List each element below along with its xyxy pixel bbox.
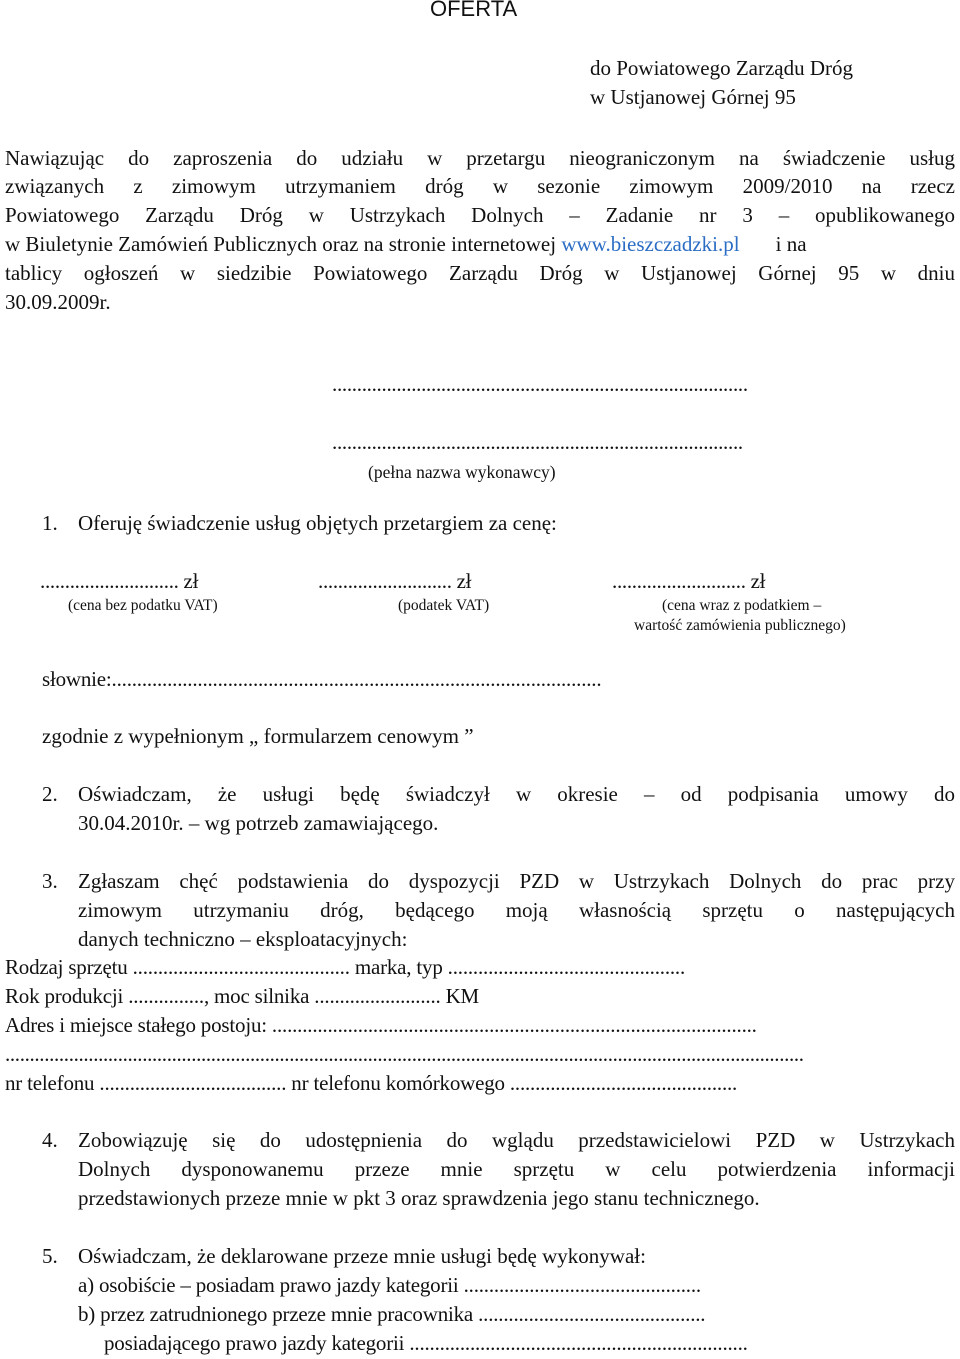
intro-line-4	[5, 230, 807, 259]
contractor-label: (pełna nazwa wykonawcy)	[368, 462, 556, 482]
addressee-line-1: do Powiatowego Zarządu Dróg	[590, 56, 854, 80]
item-4-line-1: Zobowiązuję się do udostępnienia do wglądu przedstawicielowi PZD w Ustrzykach	[78, 1128, 955, 1152]
document-title: OFERTA	[430, 0, 518, 21]
intro-line-4-suffix: i na	[775, 232, 807, 256]
price-gross-label-2: wartość zamówienia publicznego)	[634, 617, 846, 634]
intro-line-2: związanych z zimowym utrzymaniem dróg w sezonie zimowym 2009/2010 na rzecz	[5, 174, 955, 198]
item-3-line-3: danych techniczno – eksploatacyjnych:	[78, 927, 408, 951]
address-dots-line: ...................................................................................................................................................................	[5, 1042, 804, 1066]
intro-line-1: Nawiązując do zaproszenia do udziału w przetargu nieograniczonym na świadczenie usług	[5, 146, 955, 170]
price-vat-field: ........................... zł	[318, 569, 472, 593]
item-5-option-a: a) osobiście – posiadam prawo jazdy kategorii ...............................................	[78, 1273, 701, 1297]
intro-line-5: tablicy ogłoszeń w siedzibie Powiatowego Zarządu Dróg w Ustjanowej Górnej 95 w dniu	[5, 261, 955, 285]
slownie-field: słownie:.................................................................................................	[42, 667, 602, 691]
phone-field: nr telefonu ..................................... nr telefonu komórkowego .............................................	[5, 1071, 738, 1095]
item-2-number: 2.	[42, 782, 58, 806]
item-4-number: 4.	[42, 1128, 58, 1152]
item-3-line-2: zimowym utrzymaniu dróg, będącego moją własnością sprzętu o następujących	[78, 898, 955, 922]
zgodnie-text: zgodnie z wypełnionym „ formularzem cenowym ”	[42, 724, 474, 748]
contractor-dots-2: ...................................................................................	[332, 430, 743, 454]
item-5-number: 5.	[42, 1244, 58, 1268]
addressee-line-2: w Ustjanowej Górnej 95	[590, 85, 796, 109]
address-field: Adres i miejsce stałego postoju: ................................................................................................	[5, 1013, 757, 1037]
production-year-field: Rok produkcji ..............., moc silnika ......................... KM	[5, 984, 480, 1008]
price-gross-label-1: (cena wraz z podatkiem –	[662, 597, 822, 614]
item-5-line-1: Oświadczam, że deklarowane przeze mnie usługi będę wykonywał:	[78, 1244, 646, 1268]
website-link[interactable]: www.bieszczadzki.pl	[561, 232, 740, 256]
item-3-number: 3.	[42, 869, 58, 893]
price-vat-label: (podatek VAT)	[398, 597, 490, 614]
intro-line-6: 30.09.2009r.	[5, 290, 111, 314]
item-2-line-2: 30.04.2010r. – wg potrzeb zamawiającego.	[78, 811, 439, 835]
item-5-option-b: b) przez zatrudnionego przeze mnie pracownika .............................................	[78, 1302, 706, 1326]
equipment-type-field: Rodzaj sprzętu ........................................... marka, typ ...............................................	[5, 955, 686, 979]
item-2-line-1: Oświadczam, że usługi będę świadczył w okresie – od podpisania umowy do	[78, 782, 955, 806]
item-4-line-3: przedstawionych przeze mnie w pkt 3 oraz sprawdzenia jego stanu technicznego.	[78, 1186, 760, 1210]
intro-line-3: Powiatowego Zarządu Dróg w Ustrzykach Dolnych – Zadanie nr 3 – opublikowanego	[5, 203, 955, 227]
price-gross-field: ........................... zł	[612, 569, 766, 593]
item-1-text: Oferuję świadczenie usług objętych przetargiem za cenę:	[78, 511, 557, 535]
item-5-option-b-line-2: posiadającego prawo jazdy kategorii ...................................................................	[104, 1331, 748, 1355]
intro-line-4-text: w Biuletynie Zamówień Publicznych oraz na stronie internetowej	[5, 232, 562, 256]
contractor-dots-1: ....................................................................................	[332, 372, 748, 396]
item-1-number: 1.	[42, 511, 58, 535]
price-net-field: ............................ zł	[40, 569, 199, 593]
item-4-line-2: Dolnych dysponowanemu przeze mnie sprzętu w celu potwierdzenia informacji	[78, 1157, 955, 1181]
item-3-line-1: Zgłaszam chęć podstawienia do dyspozycji PZD w Ustrzykach Dolnych do prac przy	[78, 869, 955, 893]
price-net-label: (cena bez podatku VAT)	[68, 597, 218, 614]
